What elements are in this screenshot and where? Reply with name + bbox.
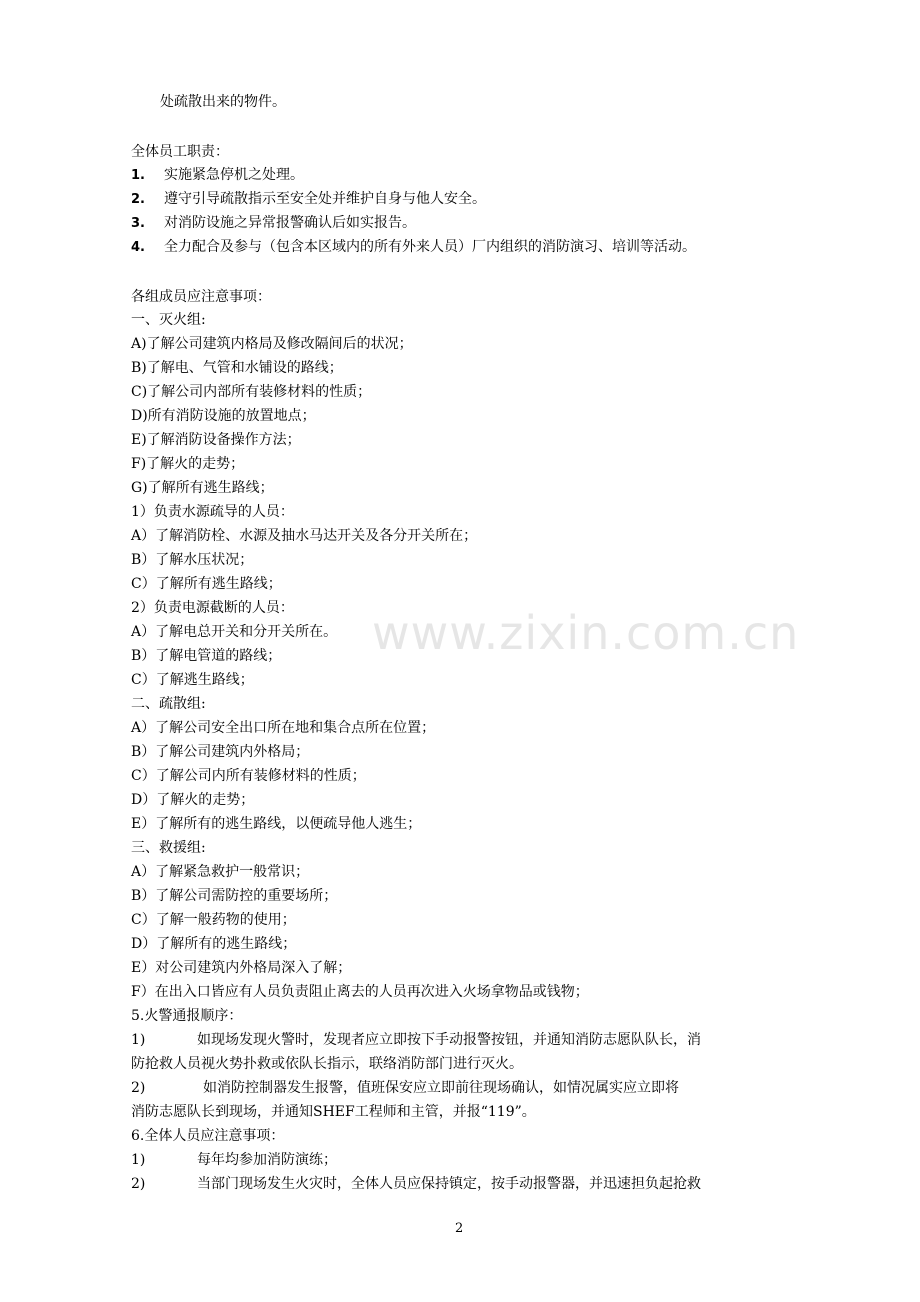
watermark: www.zixin.com.cn [372,606,800,660]
text-line: C）了解逃生路线； [131,672,254,688]
section-heading: 各组成员应注意事项： [131,289,271,305]
text-line: C）了解公司内所有装修材料的性质； [131,768,366,784]
list-text: 每年均参加消防演练； [197,1152,337,1168]
list-item [131,1174,701,1194]
text-line: A）了解公司安全出口所在地和集合点所在位置； [131,720,436,736]
group-heading: 三、救援组: [131,840,206,856]
text-line: 防抢救人员视火势扑救或依队长指示，联络消防部门进行灭火。 [131,1056,523,1072]
list-number: 1) [131,1032,146,1048]
section-heading: 全体员工职责： [131,144,229,160]
section-heading: 6.全体人员应注意事项： [131,1128,285,1144]
text-line: E）了解所有的逃生路线，以便疏导他人逃生； [131,816,422,832]
page-number: 2 [455,1221,464,1236]
list-item [131,213,416,234]
list-number: 3. [131,216,145,231]
list-item [131,189,486,210]
group-heading: 一、灭火组: [131,312,206,328]
list-text: 如现场发现火警时，发现者应立即按下手动报警按钮，并通知消防志愿队队长，消 [197,1032,701,1048]
list-number: 1) [131,1152,146,1168]
text-line: F）在出入口皆应有人员负责阻止离去的人员再次进入火场拿物品或钱物； [131,984,589,1000]
list-text: 当部门现场发生火灾时，全体人员应保持镇定，按手动报警器，并迅速担负起抢救 [197,1176,701,1192]
text-line: C）了解一般药物的使用； [131,912,296,928]
text-line: 2）负责电源截断的人员： [131,600,294,616]
list-number: 2) [131,1176,146,1192]
text-line: B）了解公司建筑内外格局； [131,744,310,760]
text-line: C）了解所有逃生路线； [131,576,282,592]
list-number: 2) [131,1080,146,1096]
text-line: B）了解公司需防控的重要场所； [131,888,338,904]
list-text: 遵守引导疏散指示至安全处并维护自身与他人安全。 [164,191,486,207]
group-heading: 二、疏散组: [131,696,206,712]
text-line: E）对公司建筑内外格局深入了解； [131,960,352,976]
list-number: 4. [131,240,145,255]
list-text: 全力配合及参与（包含本区域内的所有外来人员）厂内组织的消防演习、培训等活动。 [164,239,696,255]
list-text: 如消防控制器发生报警，值班保安应立即前往现场确认，如情况属实应立即将 [203,1080,679,1096]
text-line: 1）负责水源疏导的人员： [131,504,294,520]
list-text: 实施紧急停机之处理。 [164,167,304,183]
list-number: 1. [131,168,145,183]
text-line: 消防志愿队长到现场，并通知SHEF工程师和主管，并报“119”。 [131,1104,536,1120]
text-line: A)了解公司建筑内格局及修改隔间后的状况； [131,336,413,352]
text-line: B）了解水压状况； [131,552,254,568]
text-line: D)所有消防设施的放置地点； [131,408,316,424]
text-line: D）了解火的走势； [131,792,255,808]
text-line: A）了解紧急救护一般常识； [131,864,310,880]
list-item [131,237,696,258]
text-line: 处疏散出来的物件。 [160,94,286,110]
text-line: A）了解消防栓、水源及抽水马达开关及各分开关所在； [131,528,478,544]
list-item [131,1078,679,1098]
text-line: A）了解电总开关和分开关所在。 [131,624,338,640]
text-line: B)了解电、气管和水铺设的路线； [131,360,343,376]
section-heading: 5.火警通报顺序： [131,1008,243,1024]
list-item [131,165,304,186]
text-line: D）了解所有的逃生路线； [131,936,297,952]
text-line: B）了解电管道的路线； [131,648,282,664]
list-item [131,1150,337,1170]
text-line: G)了解所有逃生路线； [131,480,274,496]
list-item [131,1030,701,1050]
list-number: 2. [131,192,145,207]
text-line: F)了解火的走势； [131,456,245,472]
list-text: 对消防设施之异常报警确认后如实报告。 [164,215,416,231]
text-line: E)了解消防设备操作方法； [131,432,301,448]
text-line: C)了解公司内部所有装修材料的性质； [131,384,372,400]
